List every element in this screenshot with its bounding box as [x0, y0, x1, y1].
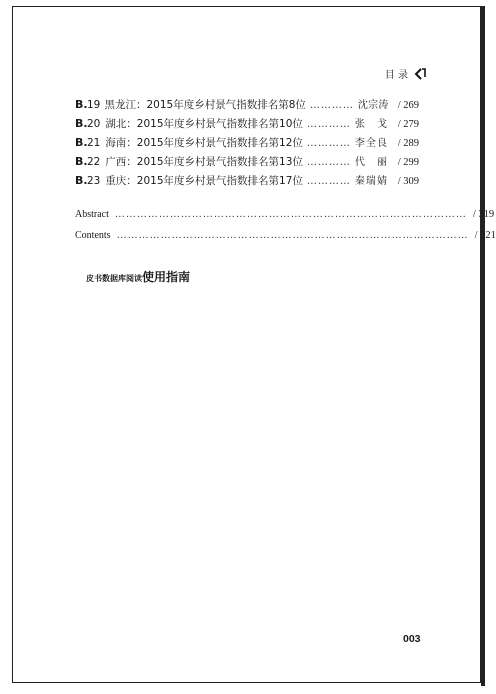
- entry-title: Abstract: [75, 209, 109, 220]
- entry-author: 张 戈: [354, 119, 387, 130]
- entry-number: 22: [87, 156, 101, 168]
- entry-page: / 289: [397, 138, 419, 149]
- entry-title: Contents: [75, 230, 111, 241]
- entry-prefix: B.: [75, 136, 88, 149]
- entry-prefix: B.: [75, 98, 88, 111]
- entry-title: 重庆：2015年度乡村景气指数排名第17位: [105, 175, 303, 187]
- dot-leader: ……………………………………………………………………………………: [114, 209, 467, 220]
- toc-entry[interactable]: [75, 96, 419, 115]
- back-matter-list: [75, 209, 496, 251]
- toc-entry[interactable]: [75, 172, 419, 191]
- entry-page: / 269: [397, 100, 419, 111]
- entry-author: 李全良: [354, 138, 387, 149]
- entry-page: / 309: [397, 176, 419, 187]
- entry-title: 广西：2015年度乡村景气指数排名第13位: [105, 156, 303, 168]
- dot-leader: ……………………………………………………………………………………: [116, 230, 469, 241]
- entry-author: 沈宗涛: [357, 100, 389, 111]
- dot-leader: …………: [309, 100, 354, 111]
- running-header: [385, 66, 426, 81]
- table-of-contents: [75, 96, 419, 191]
- entry-page: / 279: [397, 119, 419, 130]
- database-guide-prefix: 皮书数据库阅读: [86, 274, 142, 283]
- entry-page: / 321: [474, 230, 496, 241]
- database-guide-title: 使用指南: [142, 270, 191, 284]
- dot-leader: …………: [306, 157, 351, 168]
- entry-prefix: B.: [75, 117, 88, 130]
- entry-title: 海南：2015年度乡村景气指数排名第12位: [105, 137, 303, 149]
- dot-leader: …………: [306, 138, 351, 149]
- dot-leader: …………: [306, 176, 351, 187]
- back-matter-entry[interactable]: [75, 230, 496, 251]
- header-ornament-icon: [414, 68, 426, 80]
- entry-author: 代 丽: [354, 157, 387, 168]
- page-edge-shadow: [481, 6, 485, 686]
- entry-prefix: B.: [75, 155, 88, 168]
- toc-entry[interactable]: [75, 134, 419, 153]
- entry-page: / 299: [397, 157, 419, 168]
- toc-entry[interactable]: [75, 115, 419, 134]
- toc-entry[interactable]: [75, 153, 419, 172]
- page-number: 003: [403, 633, 421, 645]
- entry-page: / 319: [472, 209, 495, 220]
- back-matter-entry[interactable]: [75, 209, 495, 230]
- entry-title: 黑龙江：2015年度乡村景气指数排名第8位: [104, 99, 306, 111]
- entry-number: 20: [87, 118, 101, 130]
- dot-leader: …………: [306, 119, 351, 130]
- entry-title: 湖北：2015年度乡村景气指数排名第10位: [105, 118, 303, 130]
- entry-author: 秦瑞婧: [354, 176, 387, 187]
- entry-number: 23: [87, 175, 101, 187]
- entry-number: 19: [87, 99, 101, 111]
- entry-prefix: B.: [75, 174, 88, 187]
- entry-number: 21: [87, 137, 101, 149]
- database-guide-heading[interactable]: [86, 266, 190, 285]
- header-label: 目 录: [384, 70, 408, 81]
